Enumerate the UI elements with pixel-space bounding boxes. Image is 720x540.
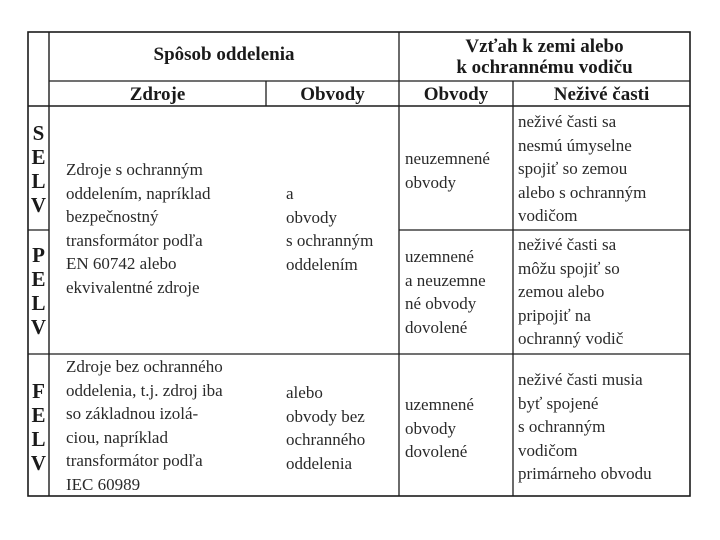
header-relation: Vzťah k zemi alebo k ochrannému vodiču <box>456 36 633 78</box>
selv-earth-cell: neuzemnené obvody <box>405 149 490 192</box>
felv-source-cell: Zdroje bez ochranného oddelenia, t.j. zdroj iba so základnou izolá- ciou, napríklad transformátor podľa IEC 60989 <box>66 357 223 494</box>
selv-parts-cell: neživé časti sa nesmú úmyselne spojiť so zemou alebo s ochranným vodičom <box>518 112 647 225</box>
row-label-pelv: P E L V <box>30 243 47 339</box>
felv-parts-cell: neživé časti musia byť spojené s ochranným vodičom primárneho obvodu <box>518 370 652 483</box>
row-label-felv: F E L V <box>30 379 47 475</box>
row-label-selv: S E L V <box>30 121 47 217</box>
header-circuits-earth: Obvody <box>423 84 489 105</box>
felv-earth-cell: uzemnené obvody dovolené <box>405 395 474 461</box>
header-sources: Zdroje <box>129 84 186 105</box>
selv-pelv-source-cell: Zdroje s ochranným oddelením, napríklad bezpečnostný transformátor podľa EN 60742 alebo ekvivalentné zdroje <box>66 160 211 297</box>
header-circuits: Obvody <box>300 84 365 105</box>
pelv-parts-cell: neživé časti sa môžu spojiť so zemou alebo pripojiť na ochranný vodič <box>518 235 624 348</box>
header-exposed-parts: Neživé časti <box>553 84 650 105</box>
felv-circuits-cell: alebo obvody bez ochranného oddelenia <box>286 383 366 473</box>
selv-pelv-circuits-cell: a obvody s ochranným oddelením <box>286 184 374 274</box>
pelv-earth-cell: uzemnené a neuzemne né obvody dovolené <box>405 247 486 337</box>
header-method: Spôsob oddelenia <box>153 44 295 65</box>
